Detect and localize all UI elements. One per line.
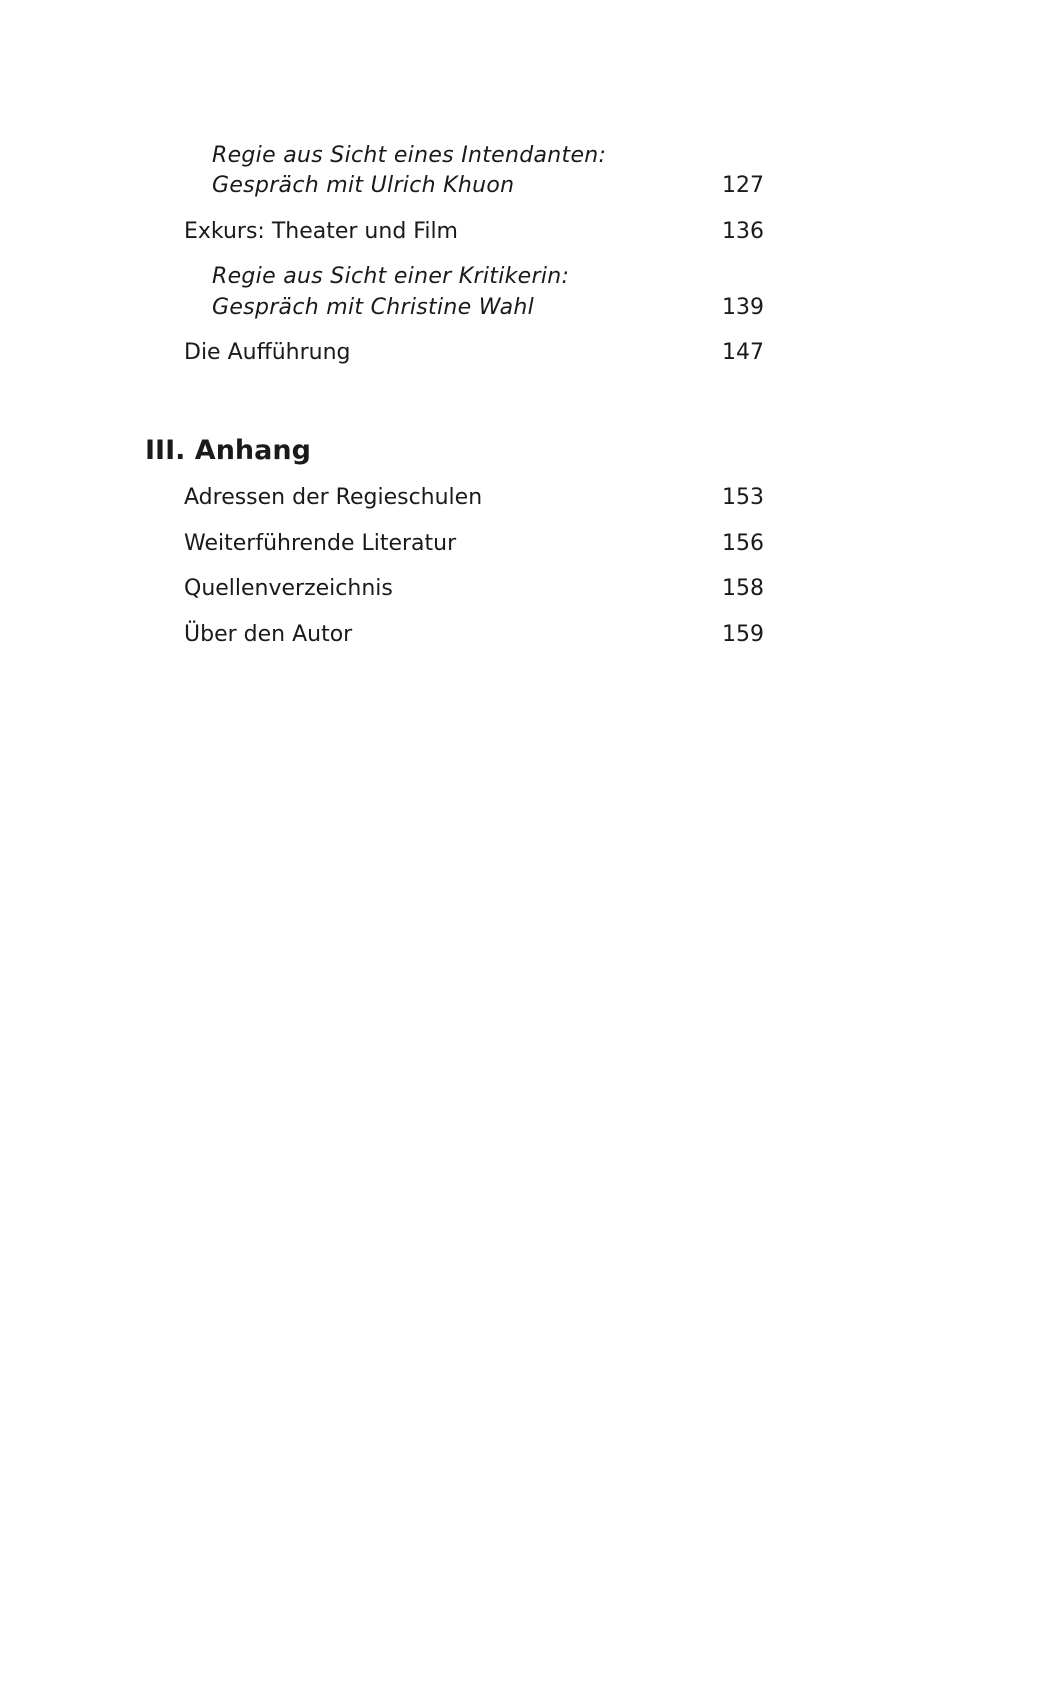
toc-page-number: 136 [722,219,764,244]
toc-entry-title: Quellenverzeichnis [184,576,393,601]
toc-entry-title: Weiterführende Literatur [184,531,457,556]
toc-page-number: 153 [722,485,764,510]
toc-page-number: 127 [722,173,764,198]
toc-page-number: 158 [722,576,764,601]
toc-entry-title: Gespräch mit Ulrich Khuon [212,173,515,198]
toc-entry-title: Die Aufführung [184,340,351,365]
toc-page-number: 147 [722,340,764,365]
toc-entry-title: Über den Autor [184,622,353,647]
toc-page-number: 159 [722,622,764,647]
toc-page-number: 156 [722,531,764,556]
toc-entry-title: Adressen der Regieschulen [184,485,483,510]
toc-entry-title: Exkurs: Theater und Film [184,219,458,244]
toc-entry-title: Regie aus Sicht eines Intendanten: [212,143,607,168]
toc-entry-title: Regie aus Sicht einer Kritikerin: [212,264,570,289]
section-heading: III. Anhang [145,435,311,466]
toc-page-number: 139 [722,295,764,320]
toc-entry-title: Gespräch mit Christine Wahl [212,295,535,320]
